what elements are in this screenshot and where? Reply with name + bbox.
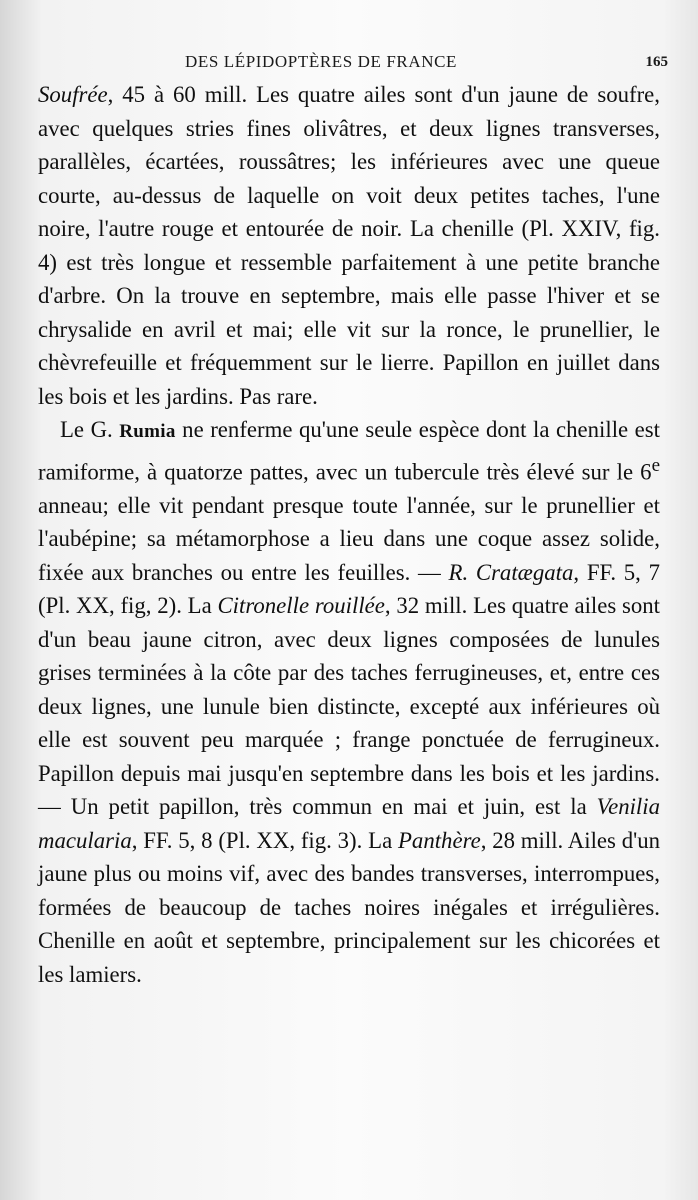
page-body: [38, 78, 660, 991]
species-name-crataegata: R. Cratægata: [448, 559, 574, 585]
ordinal-superscript: e: [651, 454, 660, 476]
common-name-citronelle: Citronelle rouillée: [217, 593, 385, 619]
paragraph-text: , 32 mill. Les quatre ailes sont d'un beau jaune citron, avec deux lignes composées de lunules grises terminées à la côte par des taches ferrugineuses, et, entre ces deux lignes, une lunule bien distincte, excepté aux inférieures où elle est souvent peu marquée ; frange ponctuée de ferrugineux. Papillon depuis mai jusqu'en septembre dans les bois et les jardins. — Un petit papillon, très commun en mai et juin, est la: [38, 593, 661, 820]
paragraph-text: anneau; elle vit pendant presque toute l'année, sur le prunellier et l'aubépine; sa métamorphose a lieu dans une coque assez solide, fixée aux branches ou entre les feuilles. —: [38, 492, 660, 585]
genus-name-rumia: Rumia: [119, 421, 176, 442]
paragraph-rumia: [38, 413, 660, 991]
species-name-soufree: Soufrée: [38, 82, 108, 107]
paragraph-soufree: [38, 78, 660, 413]
paragraph-text: Le G.: [60, 417, 120, 442]
paragraph-text: , 45 à 60 mill. Les quatre ailes sont d'un jaune de soufre, avec quelques stries fines olivâtres, et deux lignes transverses, parallèles, écartées, roussâtres; les inférieures avec une queue courte, au-dessus de laquelle on voit deux petites taches, l'une noire, l'autre rouge et entourée de noir. La chenille (Pl. XXIV, fig. 4) est très longue et ressemble parfaitement à une petite branche d'arbre. On la trouve en septembre, mais elle passe l'hiver et se chrysalide en avril et mai; elle vit sur la ronce, le prunellier, le chèvrefeuille et fréquemment sur le lierre. Papillon en juillet dans les bois et les jardins. Pas rare.: [38, 82, 660, 409]
paragraph-text: , 28 mill. Ailes d'un jaune plus ou moins vif, avec des bandes transverses, interrompues, formées de beaucoup de taches noires inégales et irrégulières. Chenille en août et septembre, principalement sur les chicorées et les lamiers.: [38, 827, 660, 987]
common-name-panthere: Panthère: [398, 827, 481, 853]
paragraph-text: , FF. 5, 7 (Pl. XX, fig, 2). La: [38, 559, 660, 619]
paragraph-text: , FF. 5, 8 (Pl. XX, fig. 3). La: [131, 827, 398, 853]
page-header: [185, 52, 668, 76]
page-number: 165: [645, 54, 668, 70]
paragraph-text: ne renferme qu'une seule espèce dont la chenille est ramiforme, à quatorze pattes, avec un tubercule très élevé sur le 6: [38, 417, 660, 485]
running-title: DES LÉPIDOPTÈRES DE FRANCE: [185, 52, 458, 71]
species-name-venilia: Venilia macularia: [38, 794, 660, 853]
